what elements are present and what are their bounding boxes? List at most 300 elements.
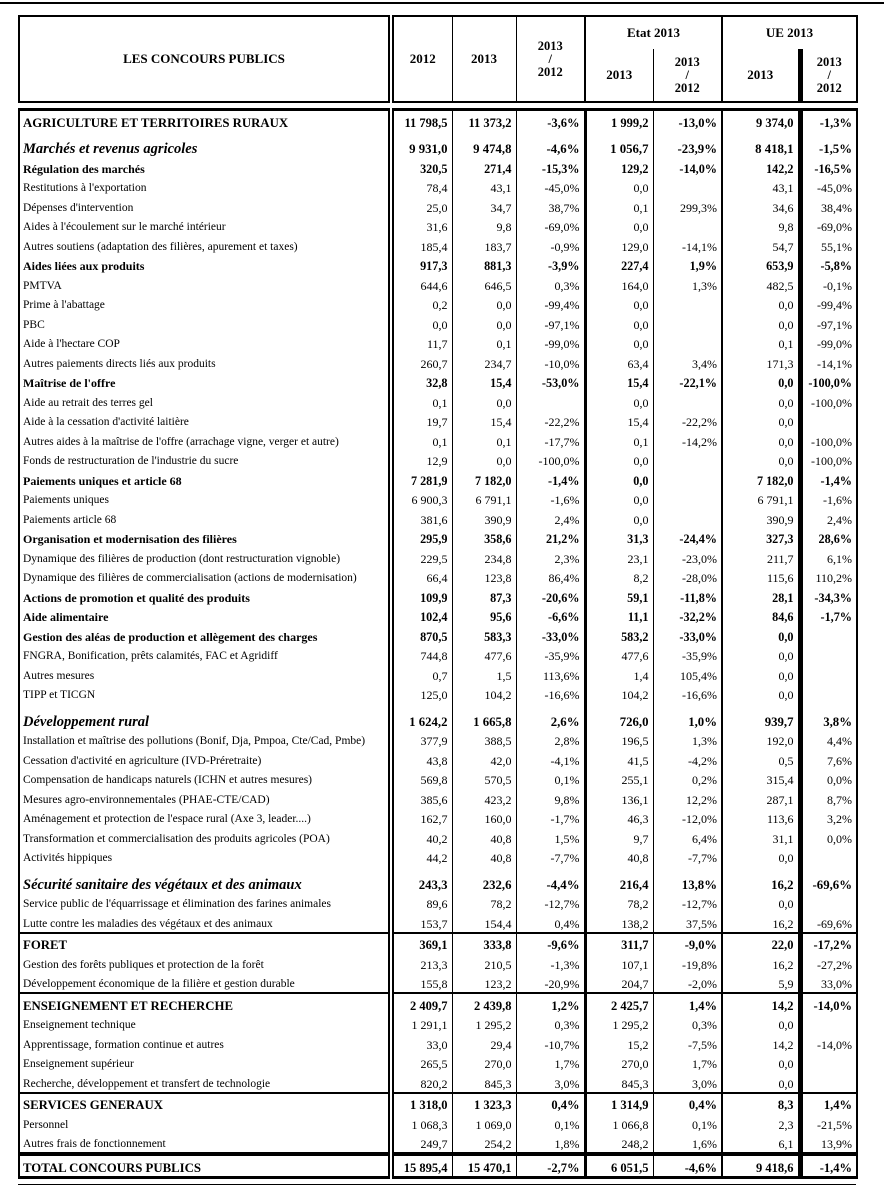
table-row bbox=[19, 508, 857, 528]
row-label: Enseignement technique bbox=[19, 1014, 391, 1034]
row-value: 0,0 bbox=[452, 391, 516, 411]
table-row bbox=[19, 450, 857, 470]
row-value: 570,5 bbox=[452, 769, 516, 789]
row-value: 0,0 bbox=[722, 1014, 800, 1034]
row-label: Apprentissage, formation continue et autres bbox=[19, 1033, 391, 1053]
row-label: Personnel bbox=[19, 1113, 391, 1133]
row-value: -33,0% bbox=[653, 625, 722, 645]
row-value: 216,4 bbox=[585, 866, 653, 893]
row-value: 2,8% bbox=[516, 730, 585, 750]
row-value: -17,2% bbox=[800, 933, 857, 954]
row-label: Aides liées aux produits bbox=[19, 255, 391, 275]
row-value: 7 182,0 bbox=[722, 469, 800, 489]
row-value: 11 373,2 bbox=[452, 110, 516, 131]
row-value: 1 999,2 bbox=[585, 110, 653, 131]
row-value: -12,7% bbox=[653, 893, 722, 913]
table-row bbox=[19, 391, 857, 411]
row-value: 315,4 bbox=[722, 769, 800, 789]
row-value: -14,2% bbox=[653, 430, 722, 450]
row-value: 0,0 bbox=[585, 216, 653, 236]
row-value: 0,0 bbox=[585, 333, 653, 353]
row-value: 9 931,0 bbox=[409, 142, 448, 156]
row-value: -100,0% bbox=[800, 450, 857, 470]
row-value: 6 791,1 bbox=[452, 489, 516, 509]
row-value: 1 323,3 bbox=[452, 1093, 516, 1114]
table-row bbox=[19, 730, 857, 750]
row-value: 0,0 bbox=[585, 177, 653, 197]
row-value: 155,8 bbox=[420, 977, 448, 991]
row-value: 0,3% bbox=[516, 274, 585, 294]
row-value: 744,8 bbox=[420, 649, 448, 663]
table-row bbox=[19, 1133, 857, 1155]
row-value: 196,5 bbox=[585, 730, 653, 750]
row-value: 1 291,1 bbox=[411, 1018, 448, 1032]
row-value: 299,3% bbox=[653, 196, 722, 216]
row-value: 43,1 bbox=[452, 177, 516, 197]
table-row bbox=[19, 664, 857, 684]
row-value: 0,0 bbox=[722, 1053, 800, 1073]
row-value: 136,1 bbox=[585, 788, 653, 808]
row-value: 0,0 bbox=[722, 450, 800, 470]
row-value: 845,3 bbox=[585, 1072, 653, 1093]
row-value: 0,2 bbox=[432, 298, 448, 312]
row-value: -7,7% bbox=[653, 847, 722, 867]
row-value: 0,0 bbox=[452, 294, 516, 314]
table-row bbox=[19, 684, 857, 704]
row-label: Paiements uniques et article 68 bbox=[19, 469, 391, 489]
row-value: 0,1 bbox=[585, 196, 653, 216]
row-value: 2 425,7 bbox=[585, 993, 653, 1014]
table-row bbox=[19, 411, 857, 431]
row-value: 1,9% bbox=[653, 255, 722, 275]
table-row bbox=[19, 973, 857, 994]
row-label: Compensation de handicaps naturels (ICHN et autres mesures) bbox=[19, 769, 391, 789]
row-value: -45,0% bbox=[800, 177, 857, 197]
group-header-ue-2013: UE 2013 bbox=[722, 16, 857, 49]
row-value: 9 474,8 bbox=[452, 131, 516, 158]
row-value: 0,0 bbox=[585, 294, 653, 314]
table-row bbox=[19, 294, 857, 314]
row-value: 583,2 bbox=[585, 625, 653, 645]
row-value: 0,1% bbox=[653, 1113, 722, 1133]
row-value: 2 409,7 bbox=[391, 993, 452, 1014]
row-label: Activités hippiques bbox=[19, 847, 391, 867]
row-value: 102,4 bbox=[420, 610, 448, 624]
row-value: 40,2 bbox=[426, 831, 448, 846]
row-value: 1,3% bbox=[653, 274, 722, 294]
row-value: 3,2% bbox=[800, 808, 857, 828]
row-value: 109,9 bbox=[420, 590, 448, 605]
row-value: 270,0 bbox=[585, 1053, 653, 1073]
row-value: 1 068,3 bbox=[411, 1117, 448, 1132]
row-value: 7 281,9 bbox=[410, 473, 448, 488]
row-label: FORET bbox=[19, 933, 391, 954]
row-value: 11,1 bbox=[585, 606, 653, 626]
row-value: 0,0 bbox=[722, 664, 800, 684]
row-value: 482,5 bbox=[722, 274, 800, 294]
row-value: -32,2% bbox=[653, 606, 722, 626]
row-value: 15,4 bbox=[585, 411, 653, 431]
row-value: -12,7% bbox=[516, 893, 585, 913]
row-label: Mesures agro-environnementales (PHAE-CTE/CAD) bbox=[19, 788, 391, 808]
row-value: 287,1 bbox=[722, 788, 800, 808]
row-value: -1,3% bbox=[800, 110, 857, 131]
row-value: 271,4 bbox=[452, 157, 516, 177]
row-value: 15 470,1 bbox=[452, 1154, 516, 1177]
table-row bbox=[19, 769, 857, 789]
row-value: -9,0% bbox=[653, 933, 722, 954]
row-value: -97,1% bbox=[800, 313, 857, 333]
row-value: 9,8% bbox=[516, 788, 585, 808]
row-value: 23,1 bbox=[585, 547, 653, 567]
row-value: 204,7 bbox=[585, 973, 653, 994]
row-value: 16,2 bbox=[722, 912, 800, 933]
row-value: 254,2 bbox=[452, 1133, 516, 1155]
row-value: 0,0 bbox=[722, 294, 800, 314]
row-value: 0,0 bbox=[722, 645, 800, 665]
row-value: -11,8% bbox=[653, 586, 722, 606]
row-value: 0,0 bbox=[585, 489, 653, 509]
row-value: -19,8% bbox=[653, 953, 722, 973]
row-value: 1,4% bbox=[653, 993, 722, 1014]
col-header-2012: 2012 bbox=[409, 50, 436, 66]
row-value: 234,7 bbox=[452, 352, 516, 372]
row-value: 113,6 bbox=[722, 808, 800, 828]
row-value: -14,1% bbox=[653, 235, 722, 255]
row-value: 0,1 bbox=[585, 430, 653, 450]
row-value: 0,0 bbox=[585, 508, 653, 528]
row-value: 0,0 bbox=[452, 450, 516, 470]
row-value: 6,1 bbox=[722, 1133, 800, 1155]
row-value: 105,4% bbox=[653, 664, 722, 684]
row-label: Paiements uniques bbox=[19, 489, 391, 509]
row-value: -16,5% bbox=[800, 157, 857, 177]
row-value: -0,9% bbox=[516, 235, 585, 255]
row-value: 38,4% bbox=[800, 196, 857, 216]
row-value: 95,6 bbox=[452, 606, 516, 626]
row-value: 6,4% bbox=[653, 827, 722, 847]
row-value: 644,6 bbox=[420, 278, 448, 293]
row-value: 15,4 bbox=[585, 372, 653, 392]
row-value: 646,5 bbox=[452, 274, 516, 294]
row-value: -22,2% bbox=[653, 411, 722, 431]
row-value: -97,1% bbox=[516, 313, 585, 333]
table-row bbox=[19, 827, 857, 847]
row-value: 2,3 bbox=[722, 1113, 800, 1133]
row-value: 8,2 bbox=[585, 567, 653, 587]
table-row bbox=[19, 866, 857, 893]
row-value: 917,3 bbox=[420, 259, 448, 273]
row-value: 125,0 bbox=[420, 688, 448, 702]
row-label: TOTAL CONCOURS PUBLICS bbox=[19, 1154, 391, 1177]
row-value: 0,0 bbox=[722, 625, 800, 645]
row-value: -14,1% bbox=[800, 352, 857, 372]
row-value: -7,7% bbox=[516, 847, 585, 867]
row-value: 66,4 bbox=[426, 571, 448, 585]
row-value: 0,5 bbox=[722, 749, 800, 769]
row-value: 569,8 bbox=[420, 773, 448, 787]
row-value: 327,3 bbox=[722, 528, 800, 548]
row-value: 129,0 bbox=[585, 235, 653, 255]
row-value: 0,0 bbox=[722, 684, 800, 704]
row-value: 0,0 bbox=[585, 469, 653, 489]
row-value: 34,6 bbox=[722, 196, 800, 216]
row-value: 477,6 bbox=[585, 645, 653, 665]
row-label: Développement rural bbox=[19, 703, 391, 730]
row-value: -1,4% bbox=[800, 1154, 857, 1177]
row-value: 6 051,5 bbox=[585, 1154, 653, 1177]
row-value bbox=[800, 847, 857, 867]
row-value: -1,7% bbox=[516, 808, 585, 828]
row-value: 55,1% bbox=[800, 235, 857, 255]
subcol-header-ue-ratio: 2013 / 2012 bbox=[800, 49, 857, 102]
row-label: TIPP et TICGN bbox=[19, 684, 391, 704]
row-value: 390,9 bbox=[722, 508, 800, 528]
row-value: 0,1% bbox=[516, 769, 585, 789]
row-value: 0,0 bbox=[585, 391, 653, 411]
row-value: -3,6% bbox=[516, 110, 585, 131]
table-row bbox=[19, 1033, 857, 1053]
row-value: 3,4% bbox=[653, 352, 722, 372]
row-label: PMTVA bbox=[19, 274, 391, 294]
table-row bbox=[19, 645, 857, 665]
row-value: 12,2% bbox=[653, 788, 722, 808]
row-value: 59,1 bbox=[585, 586, 653, 606]
table-row bbox=[19, 157, 857, 177]
row-value bbox=[800, 411, 857, 431]
row-value: 583,3 bbox=[452, 625, 516, 645]
budget-table bbox=[18, 15, 856, 1185]
row-value: 227,4 bbox=[585, 255, 653, 275]
row-value: -17,7% bbox=[516, 430, 585, 450]
row-value: 13,8% bbox=[653, 866, 722, 893]
table-row bbox=[19, 352, 857, 372]
row-value: -24,4% bbox=[653, 528, 722, 548]
row-value: 1 295,2 bbox=[452, 1014, 516, 1034]
row-value: 2,6% bbox=[516, 703, 585, 730]
row-value: 42,0 bbox=[452, 749, 516, 769]
row-value: 8,7% bbox=[800, 788, 857, 808]
row-value: -1,5% bbox=[800, 131, 857, 158]
page-bottom-rule bbox=[18, 1184, 856, 1185]
row-value: 1 318,0 bbox=[391, 1093, 452, 1114]
row-value: 0,1 bbox=[452, 430, 516, 450]
row-label: Sécurité sanitaire des végétaux et des animaux bbox=[19, 866, 391, 893]
row-value: 138,2 bbox=[585, 912, 653, 933]
row-value: 5,9 bbox=[722, 973, 800, 994]
row-value: 33,0% bbox=[800, 973, 857, 994]
row-label: Restitutions à l'exportation bbox=[19, 177, 391, 197]
table-row bbox=[19, 430, 857, 450]
table-row bbox=[19, 131, 857, 158]
row-value: 0,0 bbox=[722, 391, 800, 411]
row-value: 0,0 bbox=[722, 847, 800, 867]
row-value: -4,1% bbox=[516, 749, 585, 769]
row-value: -9,6% bbox=[516, 933, 585, 954]
row-value: -33,0% bbox=[516, 625, 585, 645]
row-value: 270,0 bbox=[452, 1053, 516, 1073]
row-value bbox=[653, 508, 722, 528]
row-value: 388,5 bbox=[452, 730, 516, 750]
row-value: 107,1 bbox=[585, 953, 653, 973]
row-value: 46,3 bbox=[585, 808, 653, 828]
row-value: 38,7% bbox=[516, 196, 585, 216]
row-value: 1,4 bbox=[585, 664, 653, 684]
row-value: -4,2% bbox=[653, 749, 722, 769]
row-label: Aides à l'écoulement sur le marché intérieur bbox=[19, 216, 391, 236]
row-value: 255,1 bbox=[585, 769, 653, 789]
row-value: -1,4% bbox=[516, 469, 585, 489]
row-label: Aide à la cessation d'activité laitière bbox=[19, 411, 391, 431]
row-value: 11 798,5 bbox=[404, 115, 448, 130]
row-value: 0,4% bbox=[516, 912, 585, 933]
row-value: -1,6% bbox=[516, 489, 585, 509]
row-value: 2 439,8 bbox=[452, 993, 516, 1014]
table-row bbox=[19, 489, 857, 509]
table-row bbox=[19, 469, 857, 489]
table-row bbox=[19, 177, 857, 197]
row-value: 726,0 bbox=[585, 703, 653, 730]
row-value: 260,7 bbox=[420, 356, 448, 371]
row-value: -14,0% bbox=[800, 993, 857, 1014]
table-row bbox=[19, 110, 857, 131]
row-value: -99,4% bbox=[516, 294, 585, 314]
table-row bbox=[19, 567, 857, 587]
row-value: 43,1 bbox=[722, 177, 800, 197]
row-value: 6 791,1 bbox=[722, 489, 800, 509]
row-value bbox=[800, 625, 857, 645]
row-value: 162,7 bbox=[420, 812, 448, 826]
row-value: 34,7 bbox=[452, 196, 516, 216]
row-value: 311,7 bbox=[585, 933, 653, 954]
table-row bbox=[19, 1113, 857, 1133]
table-row bbox=[19, 1014, 857, 1034]
row-value: -16,6% bbox=[516, 684, 585, 704]
row-value: 11,7 bbox=[426, 337, 448, 351]
table-row bbox=[19, 313, 857, 333]
row-value: 87,3 bbox=[452, 586, 516, 606]
row-value: 15,4 bbox=[452, 372, 516, 392]
row-value: 19,7 bbox=[426, 415, 448, 429]
row-value: -22,2% bbox=[516, 411, 585, 431]
row-label: Autres frais de fonctionnement bbox=[19, 1133, 391, 1155]
row-value: 234,8 bbox=[452, 547, 516, 567]
row-value: 29,4 bbox=[452, 1033, 516, 1053]
row-label: Enseignement supérieur bbox=[19, 1053, 391, 1073]
table-row bbox=[19, 196, 857, 216]
row-value: 31,6 bbox=[426, 220, 448, 234]
table-row bbox=[19, 625, 857, 645]
row-value: 3,8% bbox=[800, 703, 857, 730]
table-row bbox=[19, 1093, 857, 1114]
row-value bbox=[653, 313, 722, 333]
group-header-etat-2013: Etat 2013 bbox=[626, 24, 681, 40]
table-row bbox=[19, 1053, 857, 1073]
row-label: SERVICES GENERAUX bbox=[19, 1093, 391, 1114]
row-label: Transformation et commercialisation des produits agricoles (POA) bbox=[19, 827, 391, 847]
row-value bbox=[653, 489, 722, 509]
row-label: Marchés et revenus agricoles bbox=[19, 131, 391, 158]
row-value: 3,0% bbox=[516, 1072, 585, 1093]
row-value: 183,7 bbox=[452, 235, 516, 255]
row-value: 7 182,0 bbox=[452, 469, 516, 489]
row-value: 1 314,9 bbox=[585, 1093, 653, 1114]
row-label: ENSEIGNEMENT ET RECHERCHE bbox=[19, 993, 391, 1014]
table-row bbox=[19, 749, 857, 769]
row-value: 12,9 bbox=[426, 454, 448, 468]
row-value: 185,4 bbox=[420, 239, 448, 254]
row-value bbox=[800, 684, 857, 704]
row-value: 0,1 bbox=[722, 333, 800, 353]
row-value: 0,1 bbox=[452, 333, 516, 353]
row-value bbox=[653, 294, 722, 314]
row-value: 142,2 bbox=[722, 157, 800, 177]
row-value bbox=[653, 333, 722, 353]
subcol-header-ue-2013: 2013 bbox=[722, 49, 800, 102]
row-value: 4,4% bbox=[800, 730, 857, 750]
row-value: 1 066,8 bbox=[585, 1113, 653, 1133]
row-value: 1,2% bbox=[516, 993, 585, 1014]
table-row bbox=[19, 893, 857, 913]
row-value: 0,4% bbox=[653, 1093, 722, 1114]
row-value: 870,5 bbox=[420, 629, 448, 644]
row-label: Organisation et modernisation des filières bbox=[19, 528, 391, 548]
row-value: 9,7 bbox=[585, 827, 653, 847]
row-value: 44,2 bbox=[426, 851, 448, 865]
row-value: 31,3 bbox=[585, 528, 653, 548]
row-value: -100,0% bbox=[800, 391, 857, 411]
table-row bbox=[19, 333, 857, 353]
row-value: 0,2% bbox=[653, 769, 722, 789]
row-value: 15,4 bbox=[452, 411, 516, 431]
row-value: 939,7 bbox=[722, 703, 800, 730]
row-value: 423,2 bbox=[452, 788, 516, 808]
row-label: Cessation d'activité en agriculture (IVD-Préretraite) bbox=[19, 749, 391, 769]
row-value: 369,1 bbox=[391, 933, 452, 954]
row-value: -99,0% bbox=[516, 333, 585, 353]
table-body-wrap bbox=[18, 108, 858, 1179]
row-value: 6,1% bbox=[800, 547, 857, 567]
row-label: Actions de promotion et qualité des produits bbox=[19, 586, 391, 606]
row-label: Autres paiements directs liés aux produits bbox=[19, 352, 391, 372]
table-row bbox=[19, 933, 857, 954]
row-value: 8 418,1 bbox=[722, 131, 800, 158]
row-value: -27,2% bbox=[800, 953, 857, 973]
row-value: -100,0% bbox=[800, 372, 857, 392]
row-value: 41,5 bbox=[585, 749, 653, 769]
row-value: 25,0 bbox=[426, 200, 448, 215]
header-title: LES CONCOURS PUBLICS bbox=[19, 16, 391, 102]
row-value bbox=[516, 391, 585, 411]
table-row bbox=[19, 586, 857, 606]
row-value: 0,7 bbox=[432, 668, 448, 683]
row-value: -12,0% bbox=[653, 808, 722, 828]
row-value: 16,2 bbox=[722, 953, 800, 973]
row-value: 8,3 bbox=[722, 1093, 800, 1114]
subcol-header-etat-2013: 2013 bbox=[606, 66, 633, 82]
row-value: -10,7% bbox=[516, 1033, 585, 1053]
row-value: 2,3% bbox=[516, 547, 585, 567]
table-row bbox=[19, 808, 857, 828]
row-value: 0,0 bbox=[432, 317, 448, 332]
row-label: Lutte contre les maladies des végétaux et des animaux bbox=[19, 912, 391, 933]
row-value bbox=[653, 177, 722, 197]
row-value: 1,7% bbox=[653, 1053, 722, 1073]
row-value: 171,3 bbox=[722, 352, 800, 372]
row-value: 211,7 bbox=[722, 547, 800, 567]
row-value: 40,8 bbox=[452, 847, 516, 867]
row-value: -0,1% bbox=[800, 274, 857, 294]
